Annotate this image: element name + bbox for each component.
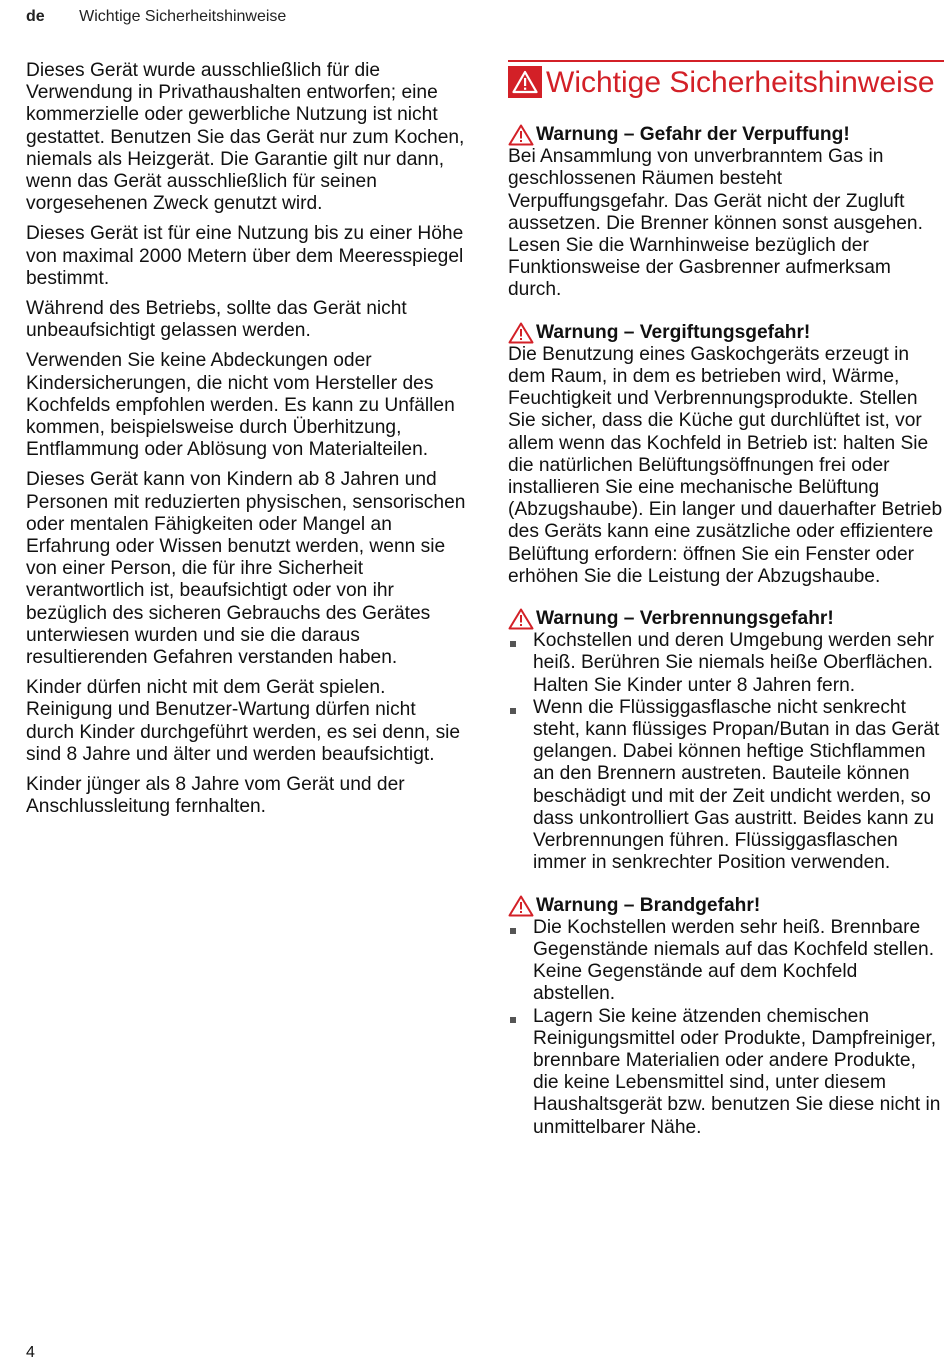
warning-heading-text: Warnung – Brandgefahr! — [536, 894, 761, 916]
language-code: de — [26, 8, 45, 25]
left-column — [26, 60, 466, 827]
paragraph: Dieses Gerät ist für eine Nutzung bis zu einer Höhe von maximal 2000 Metern über dem Meeresspiegel bestimmt. — [26, 223, 464, 289]
warning-icon — [508, 322, 534, 344]
list-item-text: Wenn die Flüssiggasflasche nicht senkrecht steht, kann flüssiges Propan/Butan in das Gerät gelangen. Dabei können heftige Stichflammen an den Brennern austreten. Bauteile können beschädigt und mit der Zeit undicht werden, so dass unkontrolliert Gas austritt. Beides kann zu Verbrennungen führen. Flüssiggasflaschen immer in senkrechter Position verwenden. — [533, 696, 940, 874]
list-item — [508, 630, 944, 697]
warning-block — [508, 608, 944, 874]
warning-icon — [508, 895, 534, 917]
list-item — [508, 917, 944, 1006]
bullet-icon — [510, 1017, 516, 1023]
warning-icon — [508, 608, 534, 630]
bullet-icon — [510, 641, 516, 647]
header-title: Wichtige Sicherheitshinweise — [79, 8, 287, 25]
bullet-icon — [510, 928, 516, 934]
list-item-text: Die Kochstellen werden sehr heiß. Brennbare Gegenstände niemals auf das Kochfeld stellen. Keine Gegenstände auf dem Kochfeld abstellen. — [533, 916, 935, 1005]
right-column — [508, 60, 944, 1159]
list-item-text: Kochstellen und deren Umgebung werden sehr heiß. Berühren Sie niemals heiße Oberflächen. Halten Sie Kinder unter 8 Jahren fern. — [533, 630, 935, 696]
bullet-list — [508, 630, 944, 874]
list-item — [508, 697, 944, 875]
warning-heading-text: Warnung – Gefahr der Verpuffung! — [536, 124, 850, 145]
warning-heading — [508, 322, 944, 344]
paragraph: Dieses Gerät kann von Kindern ab 8 Jahren und Personen mit reduzierten physischen, sensorischen oder mentalen Fähigkeiten oder Mangel an Erfahrung oder Wissen benutzt werden, wenn sie von einer Person, die für ihre Sicherheit verantwortlich ist, beaufsichtigt oder von ihr bezüglich des sicheren Gebrauchs des Gerätes unterwiesen wurden und sie die daraus resultierenden Gefahren verstanden haben. — [26, 469, 466, 669]
paragraph: Dieses Gerät wurde ausschließlich für die Verwendung in Privathaushalten entworfen; eine kommerzielle oder gewerbliche Nutzung ist nicht gestattet. Benutzen Sie das Gerät nur zum Kochen, niemals als Heizgerät. Die Garantie gilt nur dann, wenn das Gerät ausschließlich für seinen vorgesehenen Zweck genutzt wird. — [26, 60, 465, 215]
warning-text: Die Benutzung eines Gaskochgeräts erzeugt in dem Raum, in dem es betrieben wird, Wärme, Feuchtigkeit und Verbrennungsprodukte. Stellen Sie sicher, dass die Küche gut durchlüftet ist, vor allem wenn das Kochfeld in Betrieb ist: halten Sie die natürlichen Belüftungsöffnungen frei oder installieren Sie eine mechanische Belüftung (Abzugshaube). Ein langer und dauerhafter Betrieb des Geräts kann eine zusätzliche oder effizientere Belüftung erfordern: öffnen Sie ein Fenster oder erhöhen Sie die Leistung der Abzugshaube. — [508, 343, 943, 587]
warning-icon — [508, 124, 534, 146]
warning-heading — [508, 124, 944, 146]
list-item-text: Lagern Sie keine ätzenden chemischen Reinigungsmittel oder Produkte, Dampfreiniger, brennbare Materialien oder andere Produkte, die keine Lebensmittel sind, unter diesem Haushaltsgerät bzw. benutzen Sie diese nicht in unmittelbarer Nähe. — [533, 1005, 941, 1138]
paragraph: Während des Betriebs, sollte das Gerät nicht unbeaufsichtigt gelassen werden. — [26, 298, 407, 342]
page-header — [26, 8, 286, 26]
paragraph: Verwenden Sie keine Abdeckungen oder Kindersicherungen, die nicht vom Hersteller des Kochfelds empfohlen werden. Es kann zu Unfällen kommen, beispielsweise durch Überhitzung, Entflammung oder Ablösung von Materialteilen. — [26, 350, 455, 461]
warning-block — [508, 322, 944, 588]
warning-heading-text: Warnung – Verbrennungsgefahr! — [536, 608, 834, 630]
paragraph: Kinder jünger als 8 Jahre vom Gerät und der Anschlussleitung fernhalten. — [26, 774, 405, 818]
section-title: Wichtige Sicherheitshinweise — [546, 66, 935, 99]
bullet-icon — [510, 708, 516, 714]
page-number: 4 — [26, 1344, 35, 1361]
warning-heading — [508, 608, 944, 630]
section-title-block — [508, 60, 944, 100]
warning-icon — [508, 66, 542, 98]
bullet-list — [508, 917, 944, 1139]
warning-text: Bei Ansammlung von unverbranntem Gas in geschlossenen Räumen besteht Verpuffungsgefahr. Das Gerät nicht der Zugluft aussetzen. Die Brenner können sonst ausgehen. Lesen Sie die Warnhinweise bezüglich der Funktionsweise der Gasbrenner aufmerksam durch. — [508, 146, 923, 301]
list-item — [508, 1006, 944, 1139]
warning-heading — [508, 895, 944, 917]
warning-block — [508, 124, 944, 302]
warning-heading-text: Warnung – Vergiftungsgefahr! — [536, 321, 811, 343]
paragraph: Kinder dürfen nicht mit dem Gerät spielen. Reinigung und Benutzer-Wartung dürfen nicht durch Kinder durchgeführt werden, es sei denn, sie sind 8 Jahre und älter und werden beaufsichtigt. — [26, 677, 461, 765]
warning-block — [508, 895, 944, 1139]
